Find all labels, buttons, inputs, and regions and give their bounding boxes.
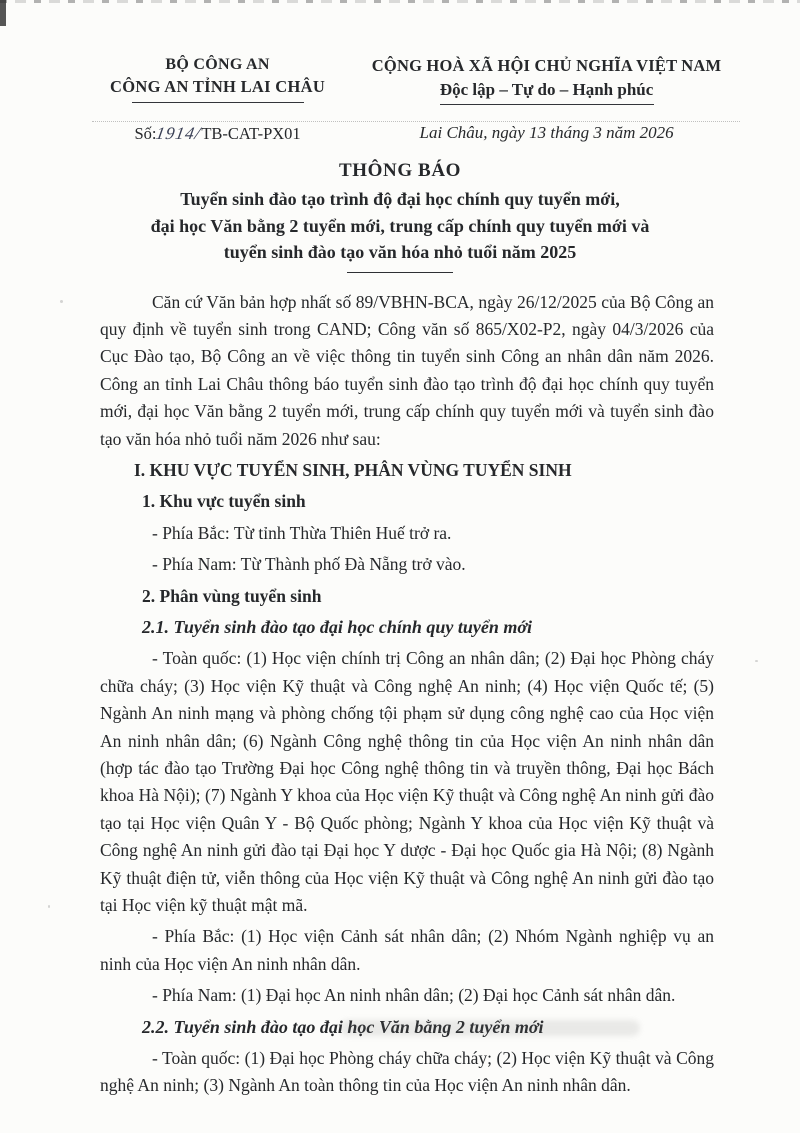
- national-header-block: [351, 56, 742, 105]
- document-subject-line1: Tuyển sinh đào tạo trình độ đại học chính quy tuyển mới,: [180, 189, 620, 209]
- document-title-block: [0, 160, 800, 273]
- document-subject-line2: đại học Văn bằng 2 tuyển mới, trung cấp chính quy tuyển mới và: [150, 215, 650, 236]
- document-number-suffix: TB-CAT-PX01: [201, 124, 301, 143]
- agency-underline: [132, 102, 304, 103]
- subsection-2-1-north-paragraph: - Phía Bắc: (1) Học viện Cảnh sát nhân dân; (2) Nhóm Ngành nghiệp vụ an ninh của Học viện An ninh nhân dân.: [100, 926, 714, 974]
- subsection-1-heading: 1. Khu vực tuyển sinh: [142, 491, 306, 512]
- document-type-title: THÔNG BÁO: [338, 160, 462, 181]
- intro-paragraph: Căn cứ Văn bản hợp nhất số 89/VBHN-BCA, ngày 26/12/2025 của Bộ Công an quy định về tuyển sinh trong CAND; Công văn số 865/X02-P2, ngày 04/3/2026 của Cục Đào tạo, Bộ Công an về việc thông tin tuyển sinh Công an nhân dân năm 2026. Công an tỉnh Lai Châu thông báo tuyển sinh đào tạo trình độ đại học chính quy tuyển mới, đại học Văn bằng 2 tuyển mới, trung cấp chính quy tuyển mới và tuyển sinh đào tạo văn hóa nhỏ tuổi năm 2026 như sau:: [100, 291, 714, 449]
- national-title: CỘNG HOÀ XÃ HỘI CHỦ NGHĨA VIỆT NAM: [371, 56, 722, 75]
- scan-speck: [755, 660, 758, 662]
- issuing-agency-block: [84, 56, 351, 105]
- place-date-line: Lai Châu, ngày 13 tháng 3 năm 2026: [419, 123, 674, 142]
- document-body: [0, 273, 800, 1100]
- motto-underline: [440, 104, 654, 105]
- document-header: [0, 0, 800, 105]
- subsection-2-heading: 2. Phân vùng tuyển sinh: [142, 585, 322, 606]
- document-number-handwritten: 1914/: [154, 123, 204, 143]
- agency-name: CÔNG AN TỈNH LAI CHÂU: [110, 77, 326, 96]
- scan-smudge-artifact: [340, 1020, 640, 1036]
- scan-fold-line-artifact: [92, 121, 740, 122]
- region-north-line: - Phía Bắc: Từ tỉnh Thừa Thiên Huế trở ra.: [152, 522, 452, 543]
- subsection-2-2-national-paragraph: - Toàn quốc: (1) Đại học Phòng cháy chữa cháy; (2) Học viện Kỹ thuật và Công nghệ An ninh; (3) Ngành An toàn thông tin của Học viện An ninh nhân dân.: [100, 1048, 714, 1096]
- document-number-prefix: Số:: [134, 124, 157, 143]
- scan-corner-artifact: [0, 0, 6, 26]
- subsection-2-1-south-paragraph: - Phía Nam: (1) Đại học An ninh nhân dân; (2) Đại học Cảnh sát nhân dân.: [152, 985, 676, 1006]
- parent-agency-name: BỘ CÔNG AN: [165, 56, 270, 73]
- document-subject: [70, 186, 730, 266]
- section-1-heading: I. KHU VỰC TUYỂN SINH, PHÂN VÙNG TUYỂN SINH: [134, 459, 572, 480]
- document-number: [84, 123, 351, 144]
- scan-speck: [60, 300, 63, 303]
- national-motto: Độc lập – Tự do – Hạnh phúc: [439, 80, 654, 99]
- subsection-2-2-heading: 2.2. Tuyển sinh đào tạo đại học Văn bằng 2 tuyển mới: [142, 1016, 544, 1037]
- subsection-2-1-national-paragraph: - Toàn quốc: (1) Học viện chính trị Công an nhân dân; (2) Đại học Phòng cháy chữa cháy; (3) Học viện Kỹ thuật và Công nghệ An ninh; (4) Học viện Quốc tế; (5) Ngành An ninh mạng và phòng chống tội phạm sử dụng công nghệ cao của Học viện An ninh nhân dân; (6) Ngành Công nghệ thông tin của Học viện An ninh nhân dân (hợp tác đào tạo Trường Đại học Công nghệ thông tin và truyền thông, Đại học Bách khoa Hà Nội); (7) Ngành Y khoa của Học viện Kỹ thuật và Công nghệ An ninh gửi đào tạo tại Học viện Quân Y - Bộ Quốc phòng; Ngành Y khoa của Học viện Kỹ thuật và Công nghệ An ninh gửi đào tại Đại học Y dược - Đại học Quốc gia Hà Nội; (8) Ngành Kỹ thuật điện tử, viễn thông của Học viện Kỹ thuật và Công nghệ An ninh gửi đào tạo tại Học viện kỹ thuật mật mã.: [100, 648, 714, 916]
- region-south-line: - Phía Nam: Từ Thành phố Đà Nẵng trở vào.: [152, 554, 466, 575]
- scan-edge-artifact: [0, 0, 800, 3]
- subsection-2-1-heading: 2.1. Tuyển sinh đào tạo đại học chính quy tuyển mới: [142, 616, 533, 637]
- document-meta-row: [0, 105, 800, 144]
- scan-speck: [48, 905, 50, 908]
- document-subject-line3: tuyển sinh đào tạo văn hóa nhỏ tuổi năm 2025: [223, 242, 577, 262]
